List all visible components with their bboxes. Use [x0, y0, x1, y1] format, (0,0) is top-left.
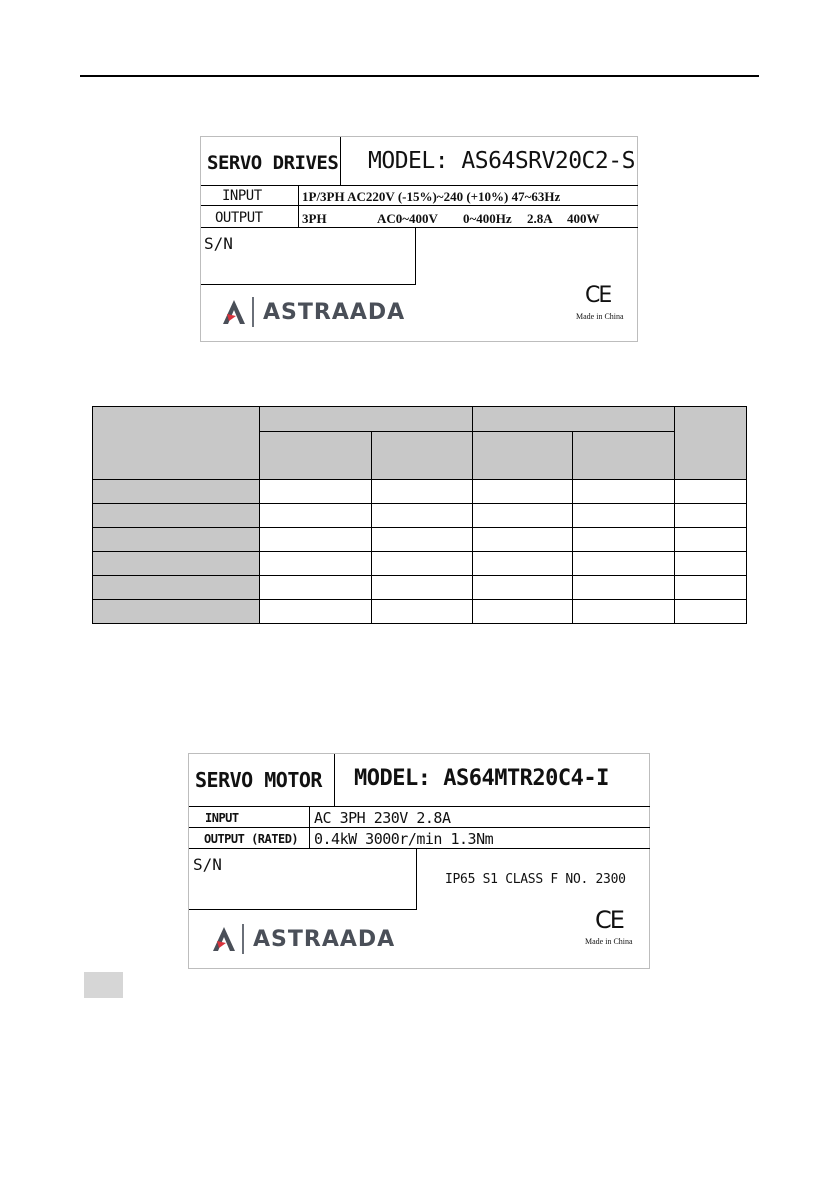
table-cell [93, 576, 260, 600]
table-cell [93, 504, 260, 528]
table-row [93, 504, 747, 528]
logo-separator [242, 924, 244, 954]
output-label: OUTPUT [215, 210, 263, 226]
table-cell [372, 504, 473, 528]
table-row [93, 600, 747, 624]
output-power: 400W [567, 211, 600, 226]
input-value: 1P/3PH AC220V (-15%)~240 (+10%) 47~63Hz [302, 189, 561, 204]
table-cell [260, 552, 372, 576]
table-cell [372, 576, 473, 600]
table-cell [573, 600, 675, 624]
protection-rating: IP65 S1 CLASS F NO. 2300 [445, 872, 626, 887]
logo-separator [252, 297, 254, 327]
input-label: INPUT [222, 188, 262, 204]
brand-name: ASTRAADA [263, 299, 406, 325]
table-cell [675, 528, 747, 552]
astraada-logo [223, 297, 405, 327]
table-row [93, 552, 747, 576]
output-voltage: AC0~400V [377, 211, 438, 226]
table-cell [372, 552, 473, 576]
table-row [93, 407, 747, 432]
output-label: OUTPUT (RATED) [204, 832, 299, 846]
servo-drive-nameplate [200, 136, 638, 342]
astraada-logo [213, 924, 395, 954]
table-header-cell [675, 407, 747, 480]
table-cell [473, 600, 573, 624]
table-cell [93, 528, 260, 552]
table-cell [473, 480, 573, 504]
serial-number-box [189, 849, 417, 910]
table-cell [372, 600, 473, 624]
ce-mark: CE [595, 906, 623, 934]
table-header-cell [93, 407, 260, 480]
output-frequency: 0~400Hz [463, 211, 512, 226]
table-header-cell [473, 407, 675, 432]
table-cell [260, 576, 372, 600]
serial-number-label: S/N [193, 855, 222, 874]
divider [298, 185, 299, 228]
made-in-label: Made in China [585, 937, 633, 946]
table-cell [372, 480, 473, 504]
drive-model: MODEL: AS64SRV20C2-S [368, 148, 635, 174]
output-current: 2.8A [527, 211, 553, 226]
motor-title: SERVO MOTOR [195, 768, 322, 792]
divider [309, 806, 310, 849]
serial-number-label: S/N [204, 234, 233, 253]
table-cell [573, 504, 675, 528]
input-label: INPUT [205, 811, 239, 825]
serial-number-box [201, 228, 416, 285]
gray-marker [84, 972, 123, 998]
divider [340, 137, 341, 185]
astraada-logo-icon [223, 300, 245, 324]
ce-mark: CE [585, 283, 611, 308]
table-cell [93, 600, 260, 624]
table-cell [473, 528, 573, 552]
table-row [93, 528, 747, 552]
brand-name: ASTRAADA [253, 926, 396, 952]
table-header-cell [260, 432, 372, 480]
astraada-logo-icon [213, 927, 235, 951]
table-header-cell [573, 432, 675, 480]
table-cell [675, 480, 747, 504]
table-cell [260, 480, 372, 504]
table-cell [93, 480, 260, 504]
table-cell [675, 552, 747, 576]
table-cell [573, 480, 675, 504]
table-cell [675, 600, 747, 624]
table-cell [573, 576, 675, 600]
table-header-cell [473, 432, 573, 480]
table-cell [260, 528, 372, 552]
table-cell [260, 504, 372, 528]
table-cell [260, 600, 372, 624]
header-rule [80, 75, 759, 77]
servo-motor-nameplate [188, 753, 650, 969]
table-cell [573, 552, 675, 576]
table-cell [573, 528, 675, 552]
drive-title: SERVO DRIVES [207, 152, 339, 174]
table-header-cell [372, 432, 473, 480]
output-value: 0.4kW 3000r/min 1.3Nm [314, 830, 494, 848]
spec-table [92, 406, 747, 624]
table-cell [473, 552, 573, 576]
table-cell [675, 576, 747, 600]
table-row [93, 480, 747, 504]
motor-model: MODEL: AS64MTR20C4-I [354, 766, 609, 791]
table-cell [473, 576, 573, 600]
table-header-cell [260, 407, 473, 432]
table-row [93, 576, 747, 600]
table-cell [675, 504, 747, 528]
table-cell [93, 552, 260, 576]
table-cell [372, 528, 473, 552]
table-cell [473, 504, 573, 528]
input-value: AC 3PH 230V 2.8A [314, 809, 451, 827]
divider [334, 754, 335, 806]
made-in-label: Made in China [576, 312, 624, 321]
output-phase: 3PH [302, 211, 327, 226]
